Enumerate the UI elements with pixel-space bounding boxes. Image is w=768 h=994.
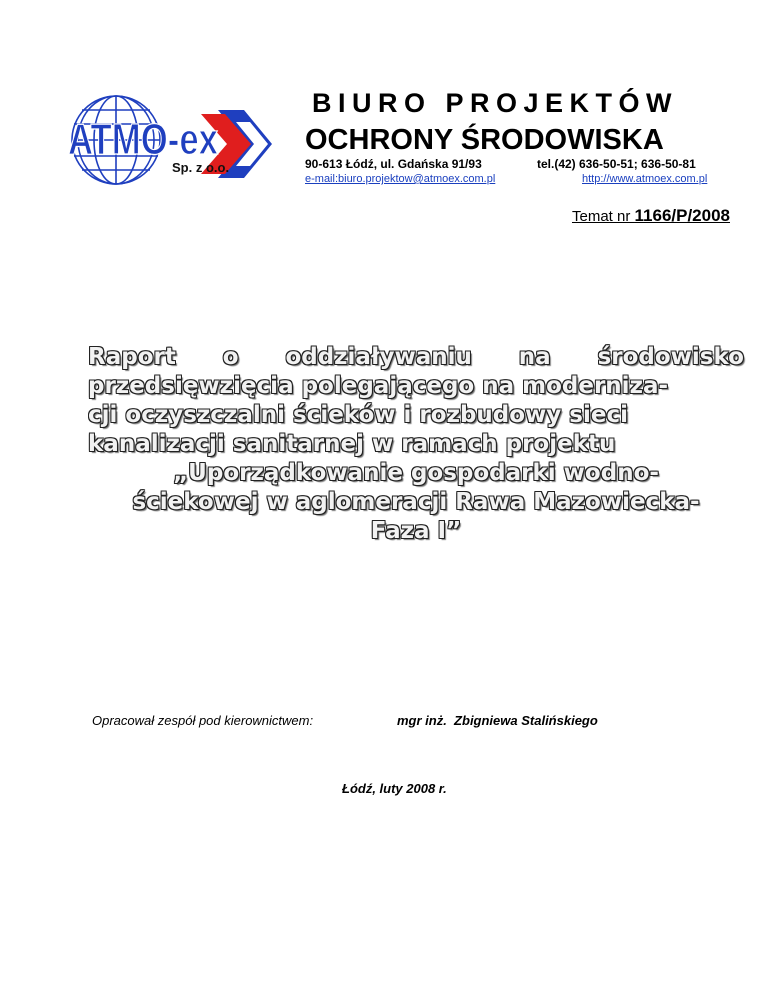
title-line-5: „Uporządkowanie gospodarki wodno- — [173, 460, 659, 486]
logo-text: ATMO-ex — [68, 115, 219, 164]
title-word: Raport — [88, 344, 176, 370]
title-line-3: cji oczyszczalni ścieków i rozbudowy sieci — [88, 402, 628, 428]
company-address: 90-613 Łódź, ul. Gdańska 91/93 — [305, 157, 482, 171]
report-title — [88, 343, 744, 546]
email-link[interactable]: e-mail:biuro.projektow@atmoex.com.pl — [305, 173, 496, 185]
title-line-6: ściekowej w aglomeracji Rawa Mazowiecka- — [132, 489, 700, 515]
place-date: Łódź, luty 2008 r. — [342, 781, 447, 796]
title-line-7: Faza I” — [370, 518, 462, 544]
title-line-4: kanalizacji sanitarnej w ramach projektu — [88, 431, 616, 457]
atmo-ex-logo-icon — [68, 92, 280, 188]
org-name-line2: OCHRONY ŚRODOWISKA — [305, 124, 664, 156]
title-word: oddziaływaniu — [285, 344, 472, 370]
org-name-line1: BIURO PROJEKTÓW — [312, 88, 679, 118]
topic-label: Temat nr — [571, 208, 635, 225]
company-logo — [68, 92, 280, 188]
title-word: środowisko — [597, 344, 744, 370]
title-line-2: przedsięwzięcia polegającego na moderniza- — [88, 373, 669, 399]
title-word: na — [518, 344, 551, 370]
title-line-1 — [88, 343, 744, 372]
prepared-by-name: mgr inż. Zbigniewa Stalińskiego — [397, 713, 598, 728]
company-phone: tel.(42) 636-50-51; 636-50-81 — [537, 157, 696, 171]
prepared-by-label: Opracował zespół pod kierownictwem: — [92, 713, 314, 728]
logo-subtext: Sp. z o.o. — [172, 160, 230, 175]
topic-value: 1166/P/2008 — [634, 206, 730, 225]
topic-number — [572, 206, 730, 226]
title-word: o — [222, 344, 239, 370]
website-link[interactable]: http://www.atmoex.com.pl — [582, 173, 708, 185]
